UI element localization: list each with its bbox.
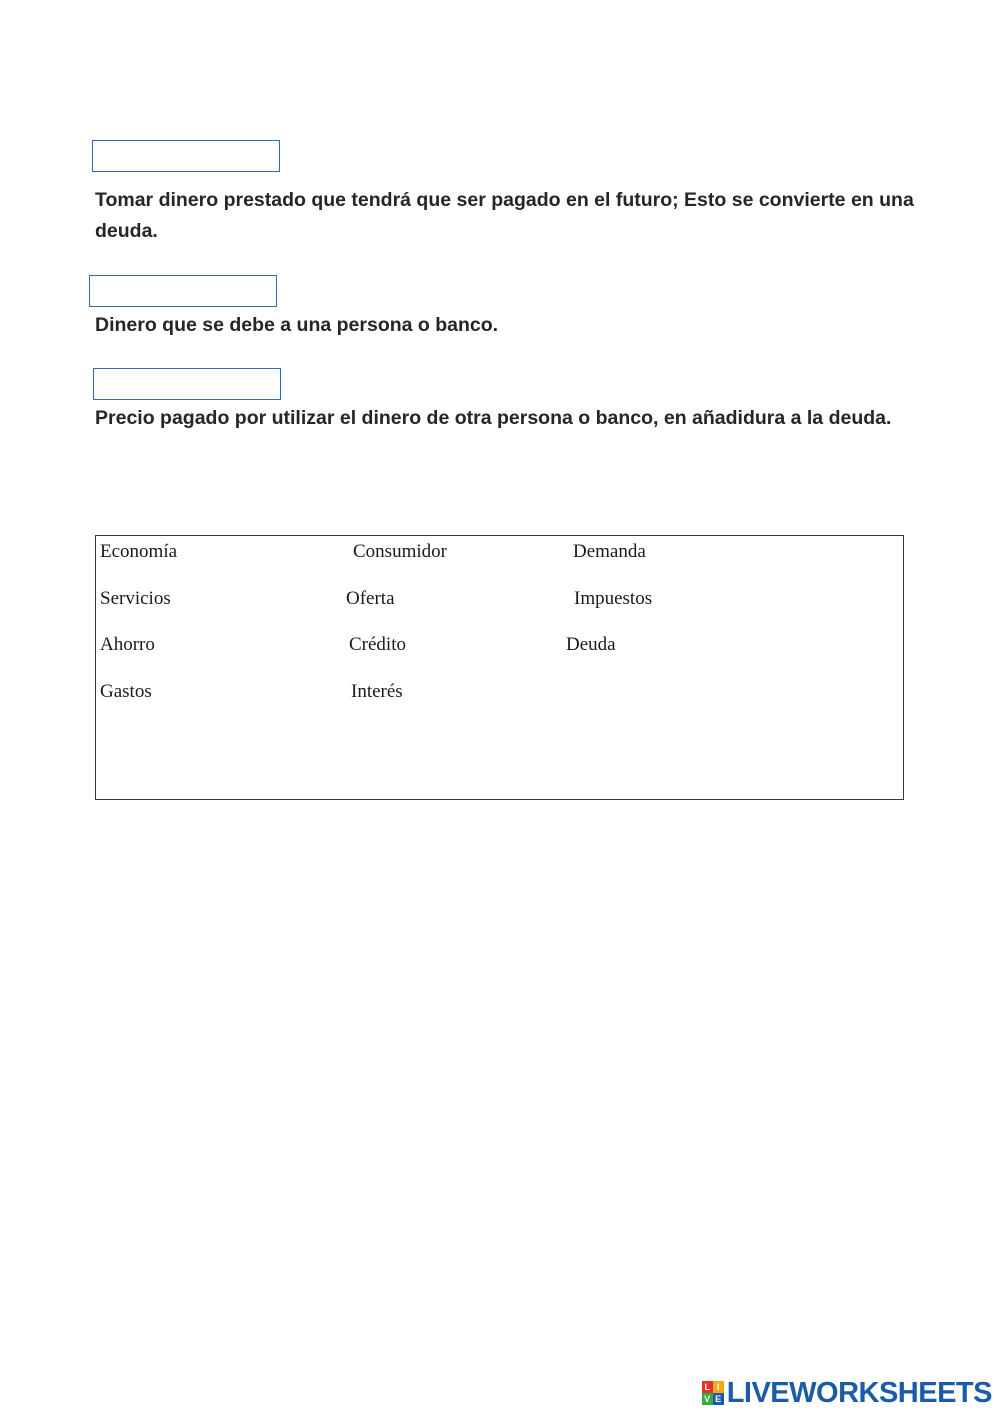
logo-mark-letter: E bbox=[713, 1393, 724, 1405]
definition-1: Tomar dinero prestado que tendrá que ser pagado en el futuro; Esto se convierte en una deuda. bbox=[95, 189, 914, 242]
logo-mark-letter: V bbox=[702, 1393, 713, 1405]
answer-input-1[interactable] bbox=[92, 140, 280, 172]
liveworksheets-logo bbox=[702, 1376, 992, 1410]
word-bank-item: Impuestos bbox=[574, 588, 653, 609]
liveworksheets-logo-text: LIVEWORKSHEETS bbox=[726, 1377, 992, 1409]
word-bank-item: Demanda bbox=[573, 541, 646, 562]
word-bank-item: Gastos bbox=[100, 681, 152, 702]
word-bank-item: Deuda bbox=[566, 634, 616, 655]
liveworksheets-logo-icon bbox=[702, 1381, 724, 1405]
logo-mark-letter: L bbox=[702, 1381, 713, 1393]
word-bank-item: Economía bbox=[100, 541, 178, 562]
answer-input-3[interactable] bbox=[93, 368, 281, 400]
word-bank bbox=[95, 535, 904, 800]
word-bank-item: Crédito bbox=[349, 634, 406, 655]
logo-mark-letter: I bbox=[713, 1381, 724, 1393]
word-bank-item: Oferta bbox=[346, 588, 395, 609]
answer-input-2[interactable] bbox=[89, 275, 277, 307]
definition-2: Dinero que se debe a una persona o banco. bbox=[95, 314, 499, 336]
word-bank-item: Consumidor bbox=[353, 541, 447, 562]
definition-3: Precio pagado por utilizar el dinero de otra persona o banco, en añadidura a la deuda. bbox=[95, 407, 892, 429]
word-bank-item: Ahorro bbox=[100, 634, 155, 655]
word-bank-item: Interés bbox=[351, 681, 403, 702]
word-bank-item: Servicios bbox=[100, 588, 171, 609]
